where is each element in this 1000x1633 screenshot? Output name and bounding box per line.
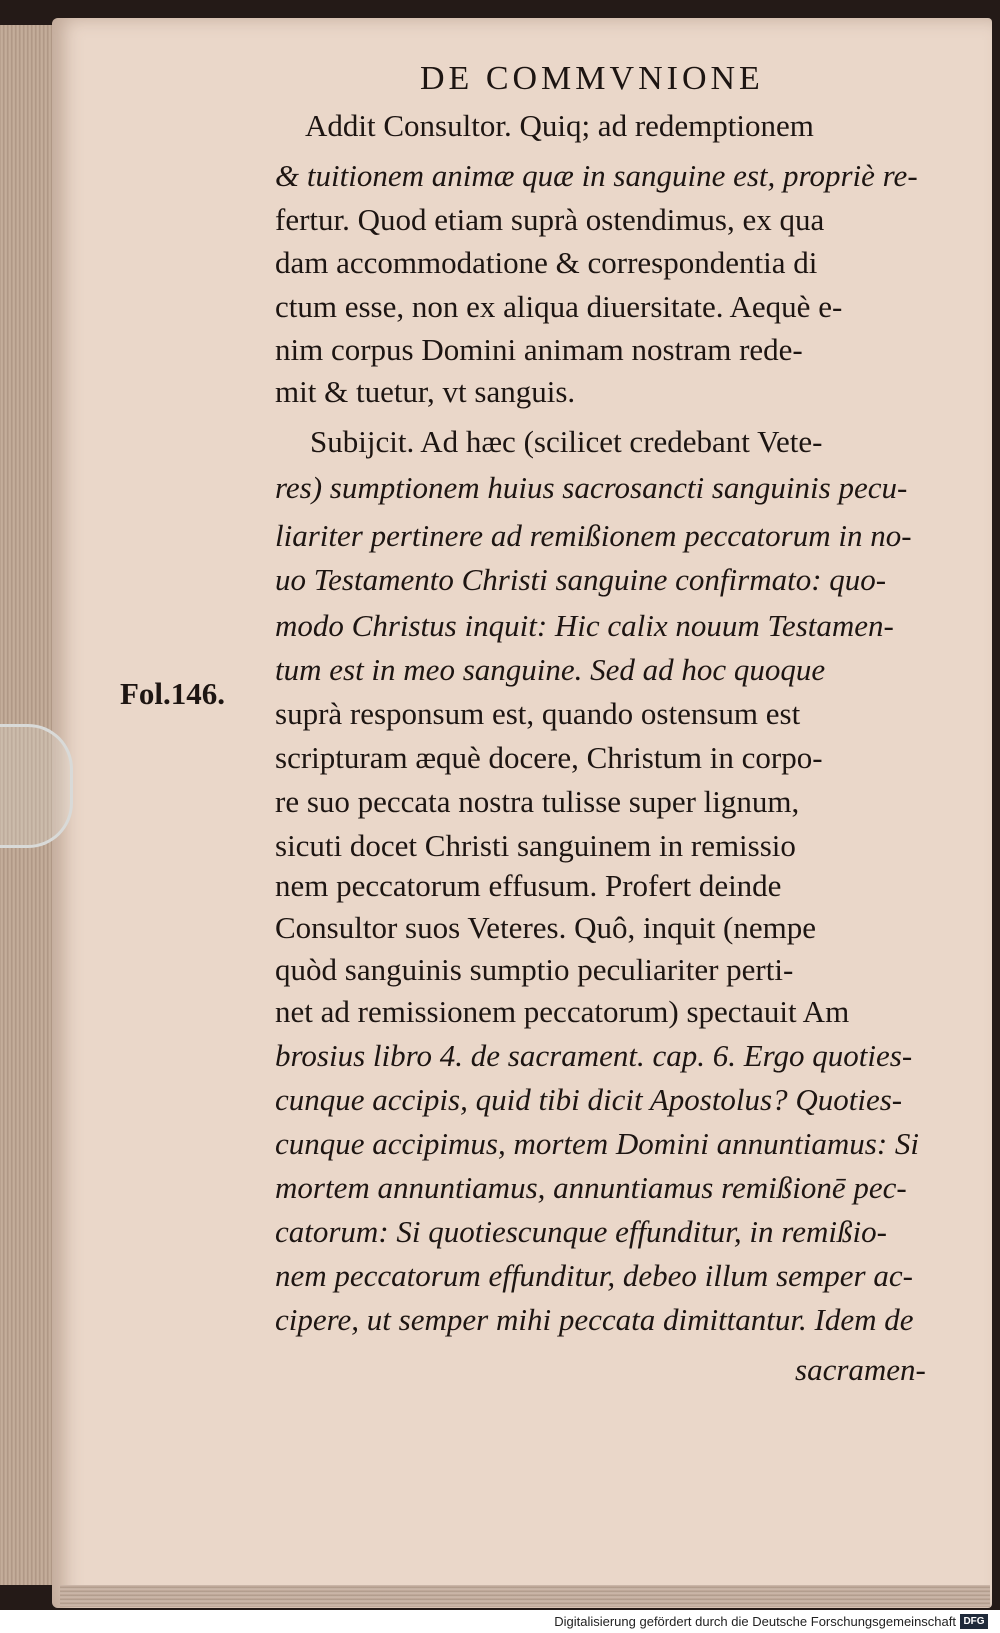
text-line: Consultor suos Veteres. Quô, inquit (nempe (275, 910, 817, 945)
text-line: nim corpus Domini animam nostram rede- (275, 332, 803, 367)
text-line: ctum esse, non ex aliqua diuersitate. Aequè e- (275, 289, 843, 324)
text-line: nem peccatorum effusum. Profert deinde (275, 868, 782, 903)
text-line: dam accommodatione & correspondentia di (275, 245, 818, 280)
text-line: fertur. Quod etiam suprà ostendimus, ex qua (275, 202, 825, 237)
text-line: sacramen- (795, 1352, 926, 1387)
text-line: brosius libro 4. de sacrament. cap. 6. Ergo quoties- (275, 1038, 913, 1073)
page-clip (0, 724, 73, 848)
text-line: mit & tuetur, vt sanguis. (275, 374, 576, 409)
text-line: modo Christus inquit: Hic calix nouum Testamen- (275, 608, 894, 643)
text-line: quòd sanguinis sumptio peculiariter perti- (275, 952, 794, 987)
text-line: net ad remissionem peccatorum) spectauit Am (275, 994, 850, 1029)
digitization-credit: Digitalisierung gefördert durch die Deutsche Forschungsgemeinschaft (554, 1614, 956, 1629)
margin-note: Fol.146. (120, 676, 226, 711)
running-head: DE COMMVNIONE (420, 60, 764, 97)
text-line: scripturam æquè docere, Christum in corpo- (275, 740, 823, 775)
text-line: cipere, ut semper mihi peccata dimittantur. Idem de (275, 1302, 914, 1337)
text-line: Subijcit. Ad hæc (scilicet credebant Vete- (310, 424, 823, 459)
text-line: tum est in meo sanguine. Sed ad hoc quoque (275, 652, 826, 687)
text-line: & tuitionem animæ quæ in sanguine est, propriè re- (275, 158, 918, 193)
text-line: sicuti docet Christi sanguinem in remissio (275, 828, 796, 863)
text-line: re suo peccata nostra tulisse super lignum, (275, 784, 800, 819)
text-line: mortem annuntiamus, annuntiamus remißionē pec- (275, 1170, 907, 1205)
text-line: res) sumptionem huius sacrosancti sanguinis pecu- (275, 470, 908, 505)
page-stack-bottom-edge (60, 1585, 990, 1607)
dfg-logo: DFG (960, 1614, 988, 1629)
text-line: cunque accipimus, mortem Domini annuntiamus: Si (275, 1126, 920, 1161)
text-line: Addit Consultor. Quiq; ad redemptionem (305, 108, 814, 143)
text-line: nem peccatorum effunditur, debeo illum semper ac- (275, 1258, 913, 1293)
text-line: cunque accipis, quid tibi dicit Apostolus? Quoties- (275, 1082, 903, 1117)
text-line: suprà responsum est, quando ostensum est (275, 696, 801, 731)
text-line: liariter pertinere ad remißionem peccatorum in no- (275, 518, 912, 553)
text-line: catorum: Si quotiescunque effunditur, in remißio- (275, 1214, 887, 1249)
text-line: uo Testamento Christi sanguine confirmato: quo- (275, 562, 887, 597)
